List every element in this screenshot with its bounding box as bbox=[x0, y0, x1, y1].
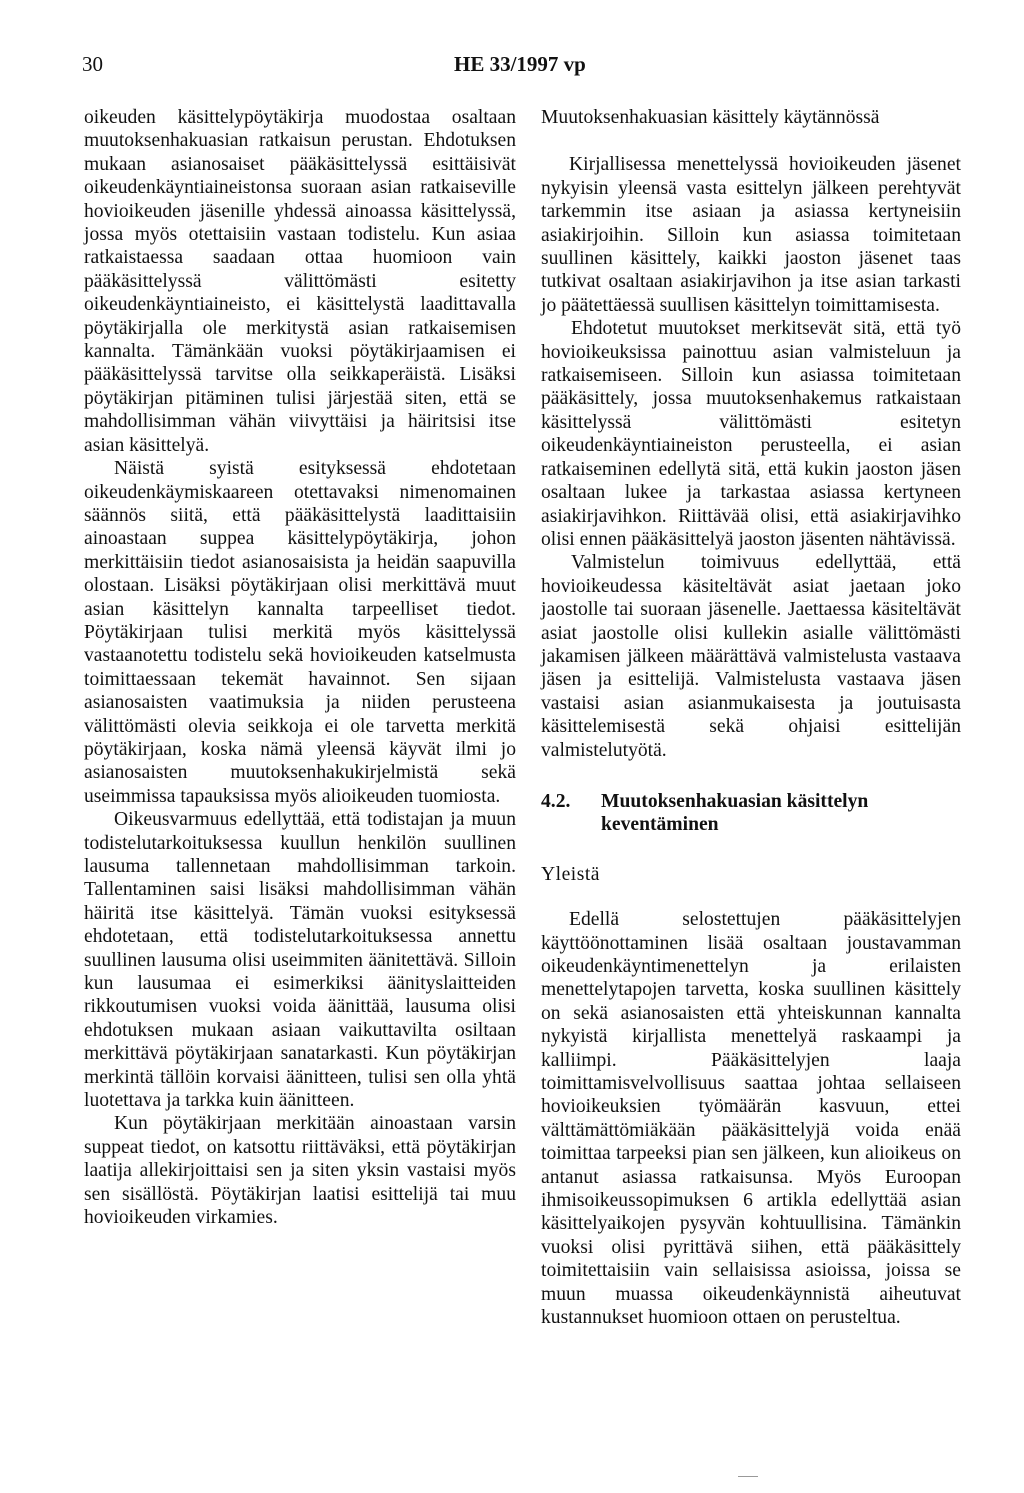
right-column bbox=[541, 106, 961, 1330]
right-paragraph-4: Edellä selostettujen pääkäsittelyjen käyttöönottaminen lisää osaltaan joustavamman oikeudenkäyntimenettelyn ja erilaisten menettelytapojen tarvetta, koska suullinen käsittely on sekä asianosaisten että yhteiskunnan kannalta nykyistä kirjallista menettelyä raskaampi ja kalliimpi. Pääkäsittelyjen laaja toimittamisvelvollisuus saattaa johtaa sellaiseen hovioikeuksien työmäärän kasvuun, ettei välttämättömiäkään pääkäsittelyjä voida enää toimittaa tarpeeksi pian sen jälkeen, kun alioikeus on antanut asiassa ratkaisunsa. Myös Euroopan ihmisoikeussopimuksen 6 artikla edellyttää asian käsittelyaikojen pysyvän kohtuullisina. Tämänkin vuoksi olisi pyrittävä siihen, että pääkäsittely toimitettaisiin vain sellaisissa asioissa, joissa se muun muassa oikeudenkäynnistä aiheutuvat kustannukset huomioon ottaen on perusteltua. bbox=[541, 909, 961, 1329]
section-title: Muutoksenhakuasian käsittelyn keventäminen bbox=[601, 790, 869, 836]
section-number: 4.2. bbox=[541, 790, 571, 812]
right-paragraph-1: Kirjallisessa menettelyssä hovioikeuden jäsenet nykyisin yleensä vasta esittelyn jälkeen perehtyvät tarkemmin itse asiaan ja asiassa kertyneisiin asiakirjoihin. Silloin kun asiassa toimitetaan suullinen käsittely, kaikki jaoston jäsenet taas tutkivat osaltaan asiakirjavihon ja itse asian tarkasti jo päätettäessä suullisen käsittelyn toimittamisesta. bbox=[541, 154, 961, 316]
left-paragraph-4: Kun pöytäkirjaan merkitään ainoastaan varsin suppeat tiedot, on katsottu riittäväksi, että pöytäkirjan laatija allekirjoittaisi sen ja siten yksin vastaisi myös sen sisällöstä. Pöytäkirjan laatisi esittelijä tai muu hovioikeuden virkamies. bbox=[84, 1113, 516, 1229]
left-paragraph-1: oikeuden käsittelypöytäkirja muodostaa osaltaan muutoksenhakuasian ratkaisun perustan. Ehdotuksen mukaan asianosaiset pääkäsittelyssä esittäisivät oikeudenkäyntiaineistonsa suoraan asian ratkaiseville hovioikeuden jäsenille yhdessä ainoassa käsittelyssä, jossa myös otettaisiin vastaan todistelu. Kun asiaa ratkaistaessa saadaan ottaa huomioon vain pääkäsittelyssä välittömästi esitetty oikeudenkäyntiaineisto, ei käsittelystä laadittavalla pöytäkirjalla ole merkitystä asian ratkaisemisen kannalta. Tämänkään vuoksi pöytäkirjaamisen ei pääkäsittelyssä tarvitse olla seikkaperäistä. Lisäksi pöytäkirjan pitäminen tulisi järjestää siten, että se mahdollisimman vähän viivyttäisi ja häiritsisi itse asian käsittelyä. bbox=[84, 107, 516, 456]
document-id: HE 33/1997 vp bbox=[454, 52, 586, 76]
left-column bbox=[84, 106, 516, 1230]
section-subheading-practice: Muutoksenhakuasian käsittely käytännössä bbox=[541, 107, 880, 128]
right-paragraph-2: Ehdotetut muutokset merkitsevät sitä, että työ hovioikeuksissa painottuu asian valmisteluun ja ratkaisemiseen. Silloin kun asiassa toimitetaan pääkäsittely, jossa muutoksenhakemus ratkaistaan käsittelyssä välittömästi esitetyn oikeudenkäyntiaineiston perusteella, ei asian ratkaiseminen edellytä sitä, että kukin jaoston jäsen osaltaan lukee ja tarkastaa asiassa kertyneen asiakirjavihkon. Riittävää olisi, että asiakirjavihko olisi ennen pääkäsittelyä jaoston jäsenten nähtävissä. bbox=[541, 318, 961, 550]
scan-mark bbox=[738, 1476, 758, 1477]
subheading-general: Yleistä bbox=[541, 863, 600, 885]
left-paragraph-3: Oikeusvarmuus edellyttää, että todistajan ja muun todistelutarkoituksessa kuullun henkilön suullinen lausuma tallennetaan mahdollisimman tarkoin. Tallentaminen saisi lisäksi mahdollisimman vähän häiritä itse käsittelyä. Tämän vuoksi esityksessä ehdotetaan, että todistelutarkoituksessa annettu suullinen lausuma olisi useimmiten äänitettävä. Silloin kun lausumaa ei esimerkiksi äänityslaitteiden rikkoutumisen vuoksi voida äänittää, lausuma olisi ehdotuksen mukaan asiaan vaikuttavilta osiltaan merkittävä pöytäkirjaan sanatarkasti. Kun pöytäkirjan merkintä tällöin korvaisi äänitteen, tulisi sen olla yhtä luotettava ja tarkka kuin äänitteen. bbox=[84, 809, 516, 1112]
page-header bbox=[0, 52, 1024, 92]
page-number: 30 bbox=[82, 52, 103, 76]
right-paragraph-3: Valmistelun toimivuus edellyttää, että hovioikeudessa käsiteltävät asiat jaetaan joko jaostolle tai suoraan jäsenelle. Jaettaessa käsiteltävät asiat jaostolle olisi kullekin asialle välittömästi jakamisen jälkeen määrättävä valmistelusta vastaava jäsen ja esittelijä. Valmistelusta vastaava jäsen vastaisi asian asianmukaisesta ja joutuisasta käsittelemisestä sekä ohjaisi esittelijän valmistelutyötä. bbox=[541, 552, 961, 761]
left-paragraph-2: Näistä syistä esityksessä ehdotetaan oikeudenkäymiskaareen otettavaksi nimenomainen säännös siitä, että pääkäsittelystä laadittaisiin ainoastaan suppea käsittelypöytäkirja, johon merkittäisiin tiedot asianosaisista ja heidän saapuvilla olostaan. Lisäksi pöytäkirjaan olisi merkittävä muut asian käsittelyn kannalta tarpeelliset tiedot. Pöytäkirjaan tulisi merkitä myös käsittelyssä vastaanotettu todistelu sekä hovioikeuden katselmusta toimittaessaan tekemät havainnot. Sen sijaan asianosaisten vaatimuksia ja niiden perusteena välittömästi olevia seikkoja ei ole tarvetta merkitä pöytäkirjaan, koska nämä yleensä käyvät ilmi jo asianosaisten muutoksenhakukirjelmistä sekä useimmissa tapauksissa myös alioikeuden tuomiosta. bbox=[84, 458, 516, 807]
section-heading bbox=[541, 790, 961, 837]
